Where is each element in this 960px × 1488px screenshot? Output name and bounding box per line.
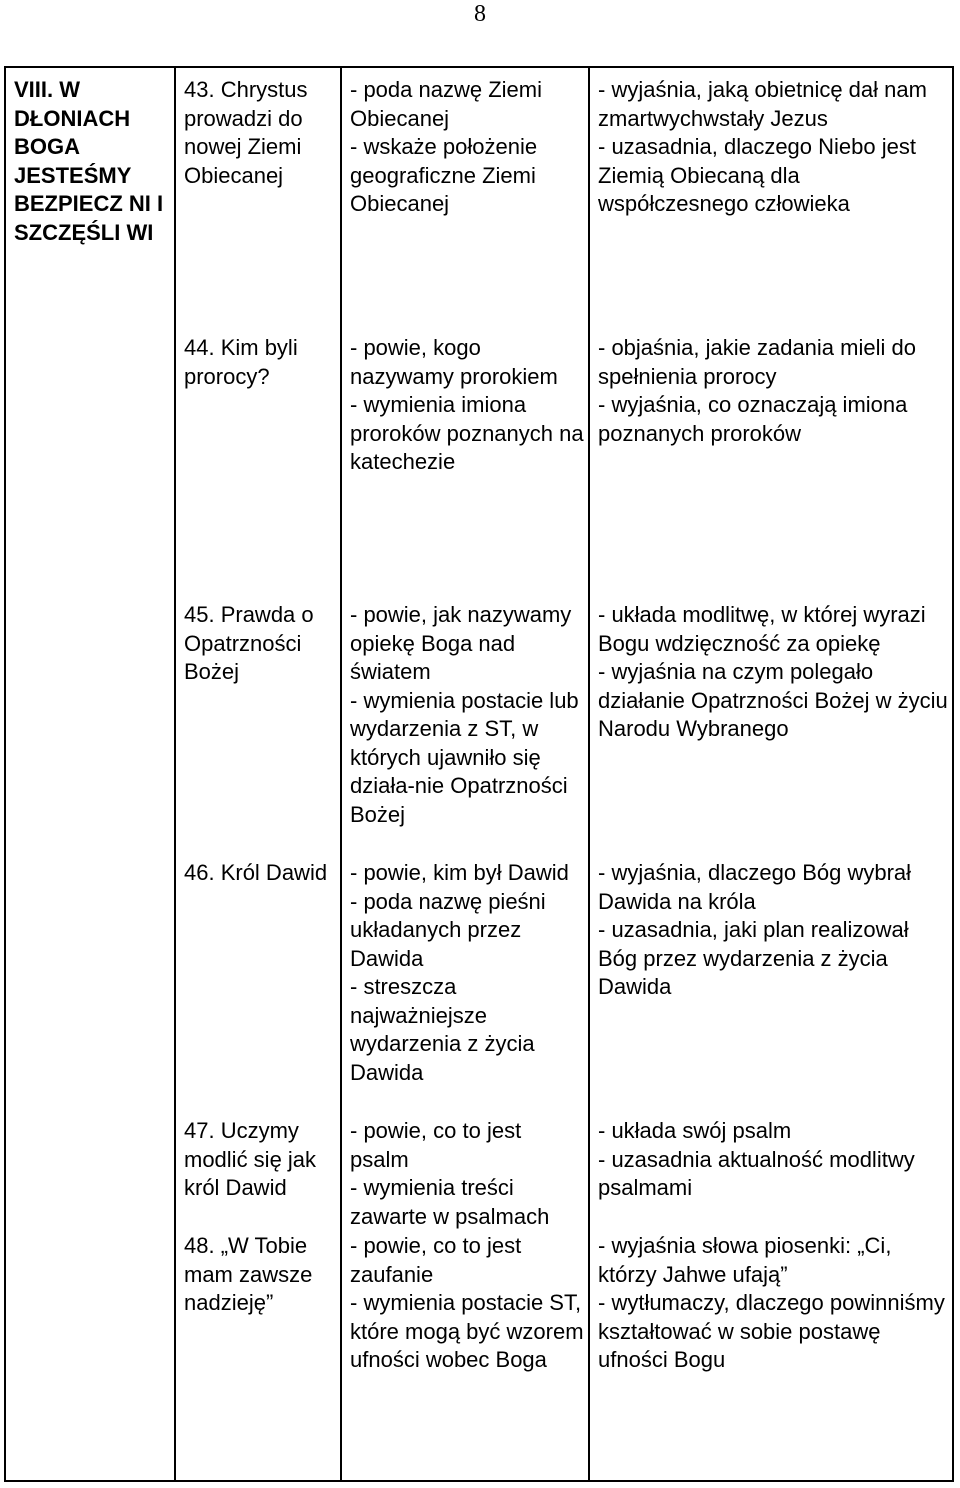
basic-requirements: - poda nazwę Ziemi Obiecanej - wskaże położenie geograficzne Ziemi Obiecanej [350,77,542,216]
lesson-topic: 48. „W Tobie mam zawsze nadzieję” [184,1233,313,1315]
section-title: VIII. W DŁONIACH BOGA JESTEŚMY BEZPIECZ NI I SZCZĘŚLI WI [14,77,164,245]
basic-requirements: - powie, jak nazywamy opiekę Boga nad światem - wymienia postacie lub wydarzenia z ST, w których ujawniło się działa-nie Opatrzności Bożej [350,602,579,827]
lesson-topic: 47. Uczymy modlić się jak król Dawid [184,1118,317,1200]
extended-requirements: - wyjaśnia, jaką obietnicę dał nam zmartwychwstały Jezus - uzasadnia, dlaczego Niebo jest Ziemią Obiecaną dla współczesnego człowieka [598,77,927,216]
lesson-topic: 44. Kim byli prorocy? [184,335,298,389]
lesson-topic: 45. Prawda o Opatrzności Bożej [184,602,314,684]
basic-requirements: - powie, co to jest zaufanie - wymienia postacie ST, które mogą być wzorem ufności wobec Boga [350,1233,584,1372]
extended-requirements: - wyjaśnia, dlaczego Bóg wybrał Dawida na króla - uzasadnia, jaki plan realizował Bóg przez wydarzenia z życia Dawida [598,860,912,999]
basic-requirements-column [341,67,589,1481]
basic-requirements: - powie, kogo nazywamy prorokiem - wymienia imiona proroków poznanych na katechezie [350,335,584,474]
extended-requirements: - wyjaśnia słowa piosenki: „Ci, którzy Jahwe ufają” - wytłumaczy, dlaczego powinniśmy kształtować w sobie postawę ufności Bogu [598,1233,945,1372]
curriculum-table [4,66,954,1482]
table-row [5,67,953,1481]
basic-requirements: - powie, co to jest psalm - wymienia treści zawarte w psalmach [350,1118,550,1229]
extended-requirements: - układa swój psalm - uzasadnia aktualność modlitwy psalmami [598,1118,915,1200]
page-number: 8 [474,1,486,27]
extended-requirements-column [589,67,953,1481]
lesson-topic: 43. Chrystus prowadzi do nowej Ziemi Obiecanej [184,77,308,188]
extended-requirements: - układa modlitwę, w której wyrazi Bogu wdzięczność za opiekę - wyjaśnia na czym polegało działanie Opatrzności Bożej w życiu Narodu Wybranego [598,602,948,741]
topics-column [175,67,341,1481]
section-title-cell [5,67,175,1481]
extended-requirements: - objaśnia, jakie zadania mieli do spełnienia prorocy - wyjaśnia, co oznaczają imiona poznanych proroków [598,335,916,446]
lesson-topic: 46. Król Dawid [184,860,328,885]
basic-requirements: - powie, kim był Dawid - poda nazwę pieśni układanych przez Dawida - streszcza najważniejsze wydarzenia z życia Dawida [350,860,569,1085]
